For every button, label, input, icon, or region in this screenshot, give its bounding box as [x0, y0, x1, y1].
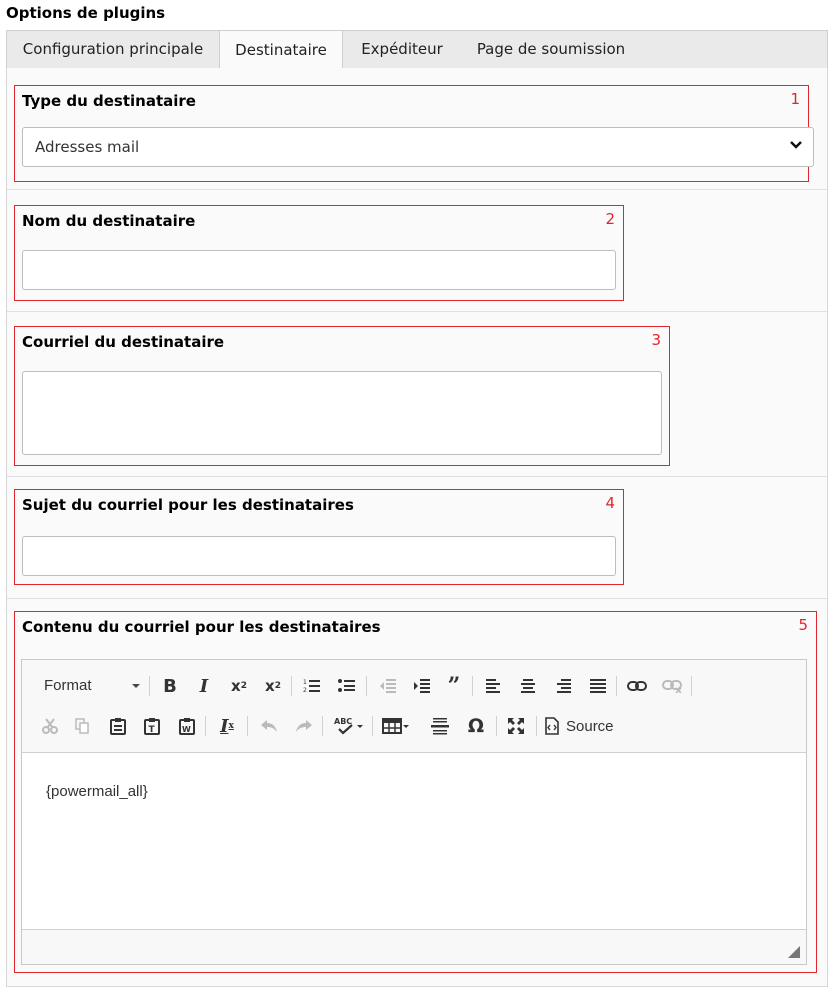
toolbar-separator [536, 716, 537, 736]
align-right-icon[interactable] [551, 675, 575, 697]
recipient-type-value: Adresses mail [35, 138, 140, 156]
rich-text-editor [21, 659, 807, 965]
recipient-email-textarea[interactable] [22, 371, 662, 455]
bulleted-list-icon[interactable] [335, 675, 359, 697]
blockquote-icon[interactable]: ” [447, 673, 461, 699]
section-number-3: 3 [651, 331, 661, 349]
toolbar-separator [616, 676, 617, 696]
caret-down-icon [132, 684, 140, 688]
email-subject-label: Sujet du courriel pour les destinataires [22, 496, 354, 514]
unlink-icon[interactable] [660, 675, 684, 697]
toolbar-row-1 [22, 666, 806, 706]
section-divider [7, 189, 827, 190]
spellcheck-icon[interactable] [332, 715, 366, 737]
paste-text-icon[interactable] [140, 715, 164, 737]
tab-panel-destinataire [6, 68, 828, 987]
paste-word-icon[interactable] [175, 715, 199, 737]
maximize-icon[interactable] [504, 715, 528, 737]
recipient-type-label: Type du destinataire [22, 92, 196, 110]
chevron-down-icon [789, 137, 803, 151]
special-char-icon[interactable]: Ω [467, 715, 485, 737]
recipient-type-select[interactable] [22, 127, 814, 167]
tab-page-de-soumission[interactable]: Page de soumission [476, 40, 626, 58]
format-label: Format [44, 677, 92, 694]
bold-icon[interactable]: B [163, 675, 177, 697]
tab-expediteur[interactable]: Expéditeur [361, 40, 443, 58]
svg-text:W: W [182, 725, 191, 734]
cut-icon[interactable] [38, 715, 62, 737]
section-divider [7, 598, 827, 599]
section-email-content [14, 611, 817, 973]
section-recipient-type [14, 85, 809, 182]
recipient-email-label: Courriel du destinataire [22, 333, 225, 351]
copy-icon[interactable] [70, 715, 94, 737]
toolbar-separator [472, 676, 473, 696]
section-email-subject [14, 489, 624, 585]
svg-text:T: T [148, 725, 155, 735]
align-left-icon[interactable] [482, 675, 506, 697]
source-button[interactable] [544, 713, 614, 739]
section-divider [7, 476, 827, 477]
indent-icon[interactable] [410, 675, 434, 697]
svg-text:2: 2 [303, 687, 307, 694]
editor-content-text: {powermail_all} [46, 783, 148, 800]
source-icon [544, 717, 560, 735]
section-divider [7, 311, 827, 312]
toolbar-separator [496, 716, 497, 736]
editor-content-area[interactable] [22, 753, 806, 929]
link-icon[interactable] [625, 675, 649, 697]
numbered-list-icon[interactable] [300, 675, 324, 697]
svg-text:ABC: ABC [334, 717, 353, 726]
page-title: Options de plugins [6, 4, 166, 22]
toolbar-row-2 [22, 706, 806, 746]
email-subject-input[interactable] [22, 536, 616, 576]
recipient-name-label: Nom du destinataire [22, 212, 196, 230]
section-recipient-email [14, 326, 670, 466]
toolbar-separator [322, 716, 323, 736]
toolbar-separator [205, 716, 206, 736]
justify-icon[interactable] [586, 675, 610, 697]
section-recipient-name [14, 205, 624, 301]
section-number-4: 4 [605, 494, 615, 512]
section-number-1: 1 [790, 90, 800, 108]
tab-destinataire[interactable]: Destinataire [219, 30, 343, 70]
tab-configuration-principale[interactable]: Configuration principale [22, 40, 204, 58]
italic-icon[interactable]: I [199, 675, 209, 697]
resize-handle-icon[interactable] [788, 946, 800, 958]
undo-icon[interactable] [257, 715, 281, 737]
format-dropdown[interactable] [36, 675, 142, 697]
tab-bar [6, 30, 828, 69]
svg-text:1: 1 [303, 679, 307, 686]
outdent-icon[interactable] [376, 675, 400, 697]
toolbar-separator [149, 676, 150, 696]
section-number-5: 5 [798, 616, 808, 634]
toolbar-separator [366, 676, 367, 696]
superscript-icon[interactable]: x 2 [265, 677, 281, 695]
section-number-2: 2 [605, 210, 615, 228]
redo-icon[interactable] [292, 715, 316, 737]
toolbar-separator [372, 716, 373, 736]
horizontal-line-icon[interactable] [428, 715, 452, 737]
remove-format-icon[interactable]: I x [220, 715, 234, 737]
email-content-label: Contenu du courriel pour les destinataires [22, 618, 381, 636]
recipient-name-input[interactable] [22, 250, 616, 290]
editor-status-bar [22, 929, 806, 964]
source-label: Source [566, 717, 614, 735]
table-icon[interactable] [380, 715, 412, 737]
editor-toolbar [22, 660, 806, 753]
toolbar-separator [691, 676, 692, 696]
toolbar-separator [247, 716, 248, 736]
paste-icon[interactable] [106, 715, 130, 737]
toolbar-separator [291, 676, 292, 696]
subscript-icon[interactable]: x 2 [231, 677, 247, 695]
align-center-icon[interactable] [516, 675, 540, 697]
